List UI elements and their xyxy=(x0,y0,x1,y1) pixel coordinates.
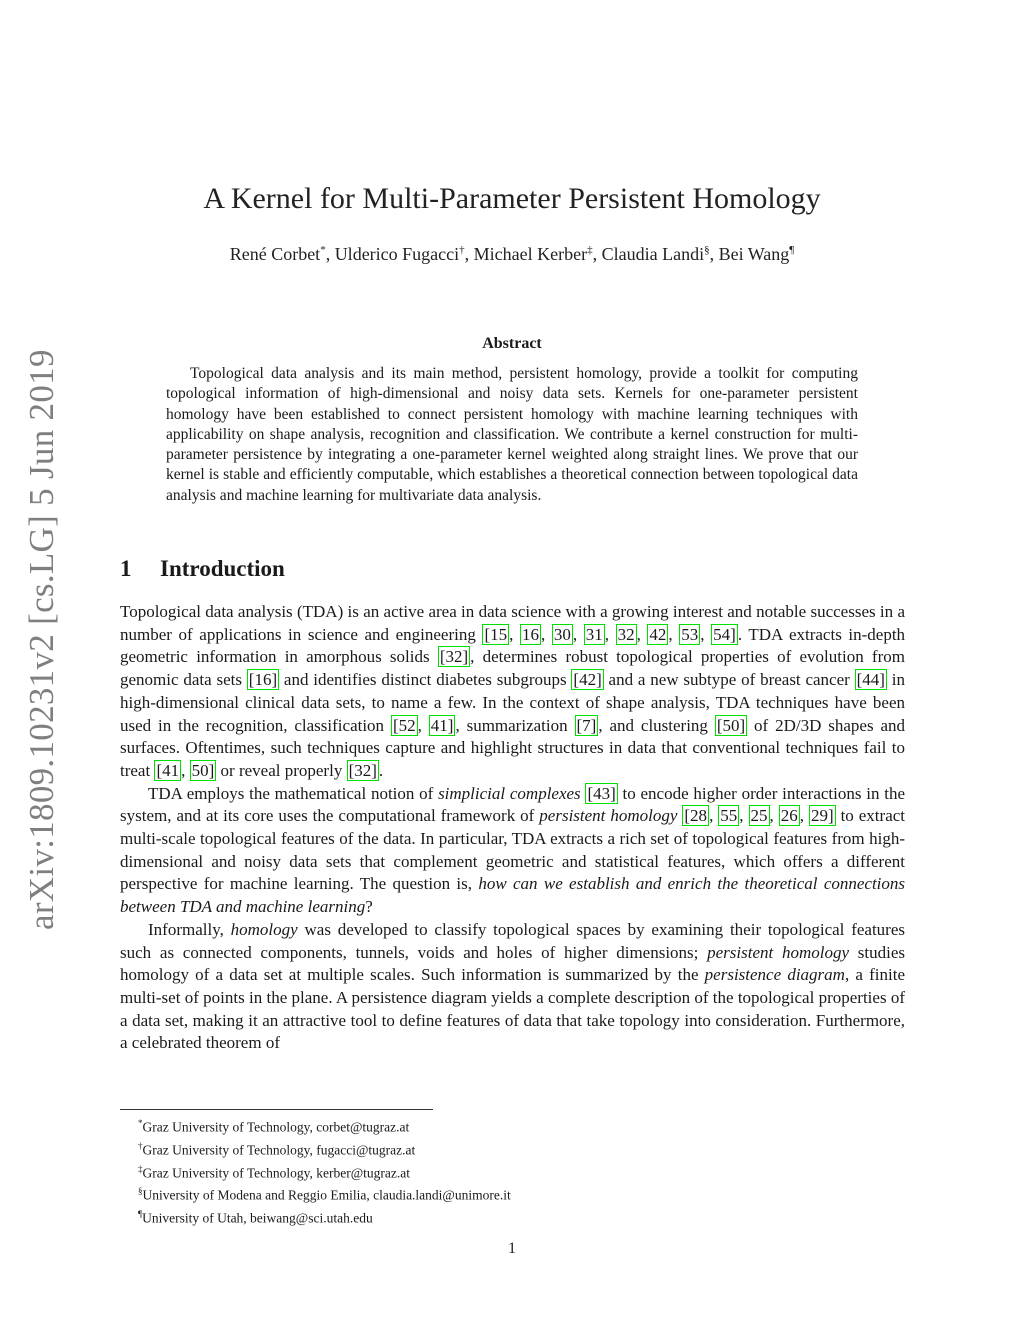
footnote-mark: † xyxy=(138,1140,143,1151)
citation-link[interactable]: 29] xyxy=(810,806,834,826)
citation-link[interactable]: 41] xyxy=(430,715,454,735)
author-footnote-mark[interactable]: † xyxy=(459,244,465,256)
footnote-mark: * xyxy=(138,1118,143,1128)
author-name: Bei Wang xyxy=(718,244,790,264)
footnote-text: University of Modena and Reggio Emilia, claudia.landi@unimore.it xyxy=(142,1187,511,1203)
footnote-item xyxy=(138,1137,511,1160)
footnote-text: Graz University of Technology, fugacci@tugraz.at xyxy=(142,1142,416,1158)
citation-link[interactable]: 54] xyxy=(713,624,736,644)
section-number: 1 xyxy=(120,556,132,581)
author-footnote-mark[interactable]: ¶ xyxy=(789,244,795,256)
citation-link[interactable]: 42 xyxy=(649,624,667,644)
author-name: Michael Kerber xyxy=(473,244,588,264)
author-list: René Corbet*, Ulderico Fugacci†, Michael Kerber‡, Claudia Landi§, Bei Wang¶ xyxy=(229,244,795,264)
footnote-mark: ¶ xyxy=(138,1209,143,1220)
body-paragraph: Informally, homology was developed to classify topological spaces by examining their topological features such as connected components, tunnels, voids and holes of higher dimensions; persistent homology studies homology of a data set at multiple scales. Such information is summarized by the persistence diagram, a finite multi-set of points in the plane. A persistence diagram yields a complete description of the topological properties of a data set, making it an attractive tool to define features of data that take topology into consideration. Furthermore, a celebrated theorem of xyxy=(120,919,905,1053)
arxiv-identifier-stamp: arXiv:1809.10231v2 [cs.LG] 5 Jun 2019 xyxy=(22,349,61,930)
footnote-text: Graz University of Technology, kerber@tugraz.at xyxy=(142,1165,411,1181)
citation-link[interactable]: 16 xyxy=(521,624,539,644)
author-name: Ulderico Fugacci xyxy=(334,244,460,264)
footnotes xyxy=(138,1114,511,1228)
introduction-body xyxy=(120,601,905,1055)
emphasis-text: how can we establish and enrich the theoretical connections between TDA and machine learning xyxy=(120,874,906,917)
citation-link[interactable]: [52 xyxy=(392,715,416,735)
citation-link[interactable]: [7] xyxy=(576,715,597,735)
footnote-mark: § xyxy=(138,1186,143,1197)
citation-link[interactable]: [44] xyxy=(856,670,885,690)
citation-link[interactable]: [32] xyxy=(439,647,469,667)
citation-link[interactable]: [50] xyxy=(716,715,746,735)
footnote-divider xyxy=(120,1109,433,1110)
paper-title: A Kernel for Multi-Parameter Persistent Homology xyxy=(203,182,821,215)
footnote-item xyxy=(138,1205,511,1228)
body-paragraph: Topological data analysis (TDA) is an active area in data science with a growing interest and notable successes in a number of applications in science and engineering [15 , 16 , 30 , 31 , 32 , 42 , 53 , 54] . TDA extracts in-depth geometric information in amorphous solids [32] , determines robust topological properties of evolution from genomic data sets [16] and identifies distinct diabetes subgroups [42] and a new subtype of breast cancer [44] in high-dimensional clinical data sets, to name a few. In the context of shape analysis, TDA techniques have been used in the recognition, classification [52 , 41] , summarization [7] , and clustering [50] of 2D/3D shapes and surfaces. Oftentimes, such techniques capture and highlight structures in data that conventional techniques fail to treat [41 , 50] or reveal properly [32] . xyxy=(120,602,906,780)
author-name: Claudia Landi xyxy=(601,244,705,264)
footnote-text: Graz University of Technology, corbet@tugraz.at xyxy=(142,1119,410,1135)
footnote-mark: ‡ xyxy=(138,1163,143,1174)
citation-link[interactable]: 50] xyxy=(191,760,215,780)
citation-link[interactable]: [15 xyxy=(484,624,508,644)
section-title: Introduction xyxy=(160,556,285,581)
citation-link[interactable]: 32 xyxy=(617,624,635,644)
emphasis-text: persistence diagram xyxy=(704,965,845,985)
citation-link[interactable]: [43] xyxy=(587,783,616,803)
citation-link[interactable]: [41 xyxy=(156,760,180,780)
footnote-item xyxy=(138,1160,511,1183)
citation-link[interactable]: [28 xyxy=(684,806,708,826)
citation-link[interactable]: 30 xyxy=(553,624,571,644)
author-footnote-mark[interactable]: § xyxy=(704,244,710,256)
page-number: 1 xyxy=(508,1240,516,1257)
footnote-text: University of Utah, beiwang@sci.utah.edu xyxy=(142,1210,373,1226)
body-paragraph: TDA employs the mathematical notion of simplicial complexes [43] to encode higher order interactions in the system, and at its core uses the computational framework of persistent homology [28 , 55 , 25 , 26 , 29] to extract multi-scale topological features of the data. In particular, TDA extracts a rich set of topological features from high-dimensional and noisy data sets that complement geometric and statistical features, which offers a different perspective for machine learning. The question is, how can we establish and enrich the theoretical connections between TDA and machine learning? xyxy=(120,783,906,917)
citation-link[interactable]: 31 xyxy=(585,624,603,644)
citation-link[interactable]: [32] xyxy=(348,760,377,780)
footnote-item xyxy=(138,1114,511,1137)
abstract-heading: Abstract xyxy=(482,335,542,352)
author-footnote-mark[interactable]: ‡ xyxy=(587,244,593,256)
citation-link[interactable]: 25 xyxy=(750,806,768,826)
citation-link[interactable]: 53 xyxy=(681,624,699,644)
author-name: René Corbet xyxy=(229,244,321,264)
citation-link[interactable]: 26 xyxy=(780,806,798,826)
author-footnote-mark[interactable]: * xyxy=(320,244,326,256)
citation-link[interactable]: 55 xyxy=(720,806,738,826)
section-heading xyxy=(120,556,285,582)
citation-link[interactable]: [16] xyxy=(248,670,278,690)
citation-link[interactable]: [42] xyxy=(573,670,602,690)
footnote-item xyxy=(138,1182,511,1205)
emphasis-text: persistent homology xyxy=(707,942,850,962)
emphasis-text: simplicial complexes xyxy=(438,783,581,803)
emphasis-text: persistent homology xyxy=(539,806,678,826)
emphasis-text: homology xyxy=(230,919,298,939)
abstract-text: Topological data analysis and its main method, persistent homology, provide a toolkit for computing topological information of high-dimensional and noisy data sets. Kernels for one-parameter persistent homology have been established to connect persistent homology with machine learning techniques with applicability on shape analysis, recognition and classification. We contribute a kernel construction for multi-parameter persistence by integrating a one-parameter kernel weighted along straight lines. We prove that our kernel is stable and efficiently computable, which establishes a theoretical connection between topological data analysis and machine learning for multivariate data analysis. xyxy=(166,365,858,504)
